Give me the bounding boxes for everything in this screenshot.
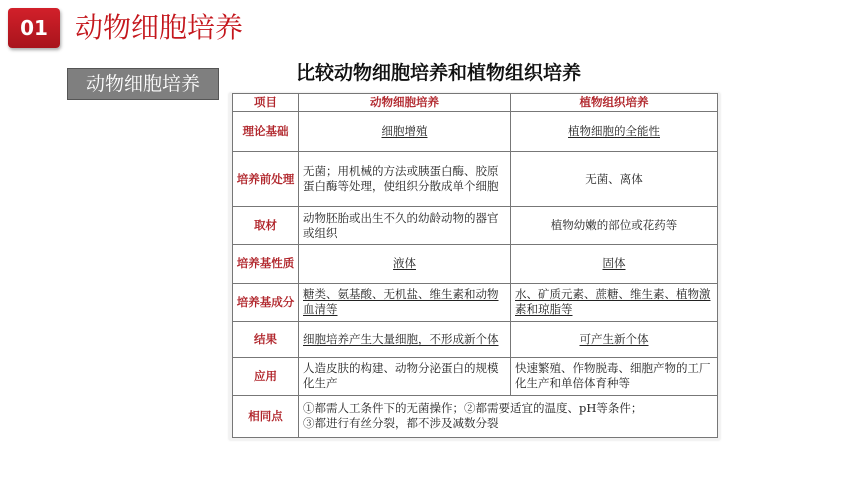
column-header-item: 项目 — [233, 94, 299, 112]
row-label: 培养基成分 — [233, 283, 299, 321]
plant-cell: 植物细胞的全能性 — [511, 112, 718, 152]
animal-cell: 动物胚胎或出生不久的幼龄动物的器官或组织 — [299, 207, 511, 245]
column-header-plant: 植物组织培养 — [511, 94, 718, 112]
common-points-cell — [299, 395, 718, 437]
row-label: 理论基础 — [233, 112, 299, 152]
table-heading: 比较动物细胞培养和植物组织培养 — [296, 62, 582, 84]
table-row — [233, 395, 718, 437]
animal-cell: 液体 — [299, 245, 511, 283]
row-label: 应用 — [233, 357, 299, 395]
animal-cell: 细胞增殖 — [299, 112, 511, 152]
table-row — [233, 321, 718, 357]
row-label: 培养前处理 — [233, 152, 299, 207]
table-row — [233, 207, 718, 245]
topic-tag: 动物细胞培养 — [67, 68, 219, 100]
animal-cell: 细胞培养产生大量细胞，不形成新个体 — [299, 321, 511, 357]
plant-cell: 水、矿质元素、蔗糖、维生素、植物激素和琼脂等 — [511, 283, 718, 321]
table-row — [233, 283, 718, 321]
slide-title: 动物细胞培养 — [75, 11, 244, 44]
plant-cell: 固体 — [511, 245, 718, 283]
common-points-line: ①都需人工条件下的无菌操作；②都需要适宜的温度、pH等条件； — [303, 401, 643, 416]
row-label: 相同点 — [233, 395, 299, 437]
comparison-table-panel — [229, 93, 720, 440]
animal-cell: 人造皮肤的构建、动物分泌蛋白的规模化生产 — [299, 357, 511, 395]
common-points-line: ③都进行有丝分裂，都不涉及减数分裂 — [303, 416, 499, 431]
table-row — [233, 112, 718, 152]
plant-cell: 可产生新个体 — [511, 321, 718, 357]
row-label: 培养基性质 — [233, 245, 299, 283]
comparison-table — [232, 93, 718, 438]
plant-cell: 无菌、离体 — [511, 152, 718, 207]
table-row — [233, 357, 718, 395]
table-row — [233, 152, 718, 207]
animal-cell: 糖类、氨基酸、无机盐、维生素和动物血清等 — [299, 283, 511, 321]
row-label: 取材 — [233, 207, 299, 245]
section-number-badge: 01 — [8, 8, 60, 48]
animal-cell: 无菌；用机械的方法或胰蛋白酶、胶原蛋白酶等处理，使组织分散成单个细胞 — [299, 152, 511, 207]
table-header-row — [233, 94, 718, 112]
plant-cell: 快速繁殖、作物脱毒、细胞产物的工厂化生产和单倍体育种等 — [511, 357, 718, 395]
column-header-animal: 动物细胞培养 — [299, 94, 511, 112]
plant-cell: 植物幼嫩的部位或花药等 — [511, 207, 718, 245]
table-row — [233, 245, 718, 283]
row-label: 结果 — [233, 321, 299, 357]
